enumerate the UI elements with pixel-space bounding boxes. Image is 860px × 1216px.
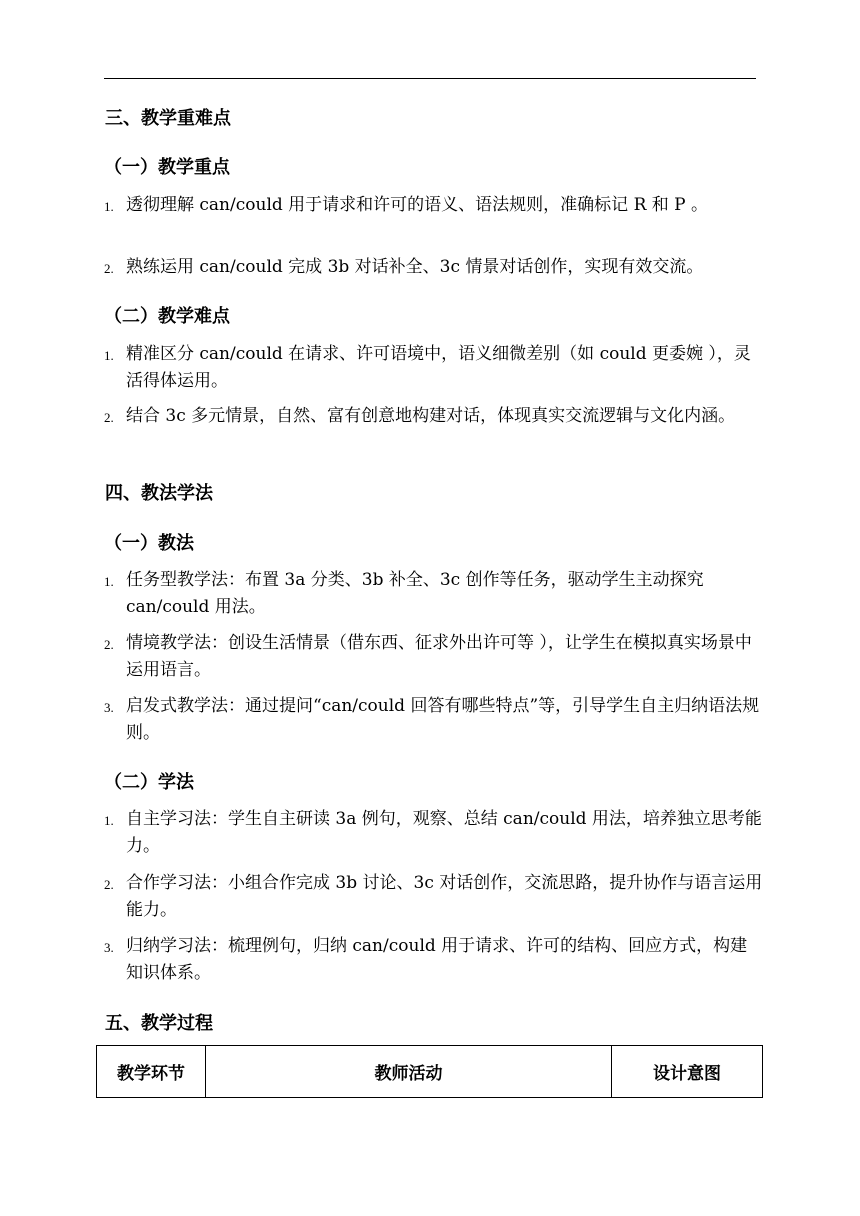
subheading-teaching-methods: （一）教法 [104, 533, 194, 554]
header-rule [104, 78, 756, 79]
list-item: 2. 结合 3c 多元情景，自然、富有创意地构建对话，体现真实交流逻辑与文化内涵。 [104, 406, 736, 426]
section-heading-teaching-process: 五、教学过程 [105, 1013, 213, 1034]
section-heading-key-difficult-points: 三、教学重难点 [105, 108, 231, 129]
list-item: 2. 合作学习法：小组合作完成 3b 讨论、3c 对话创作，交流思路，提升协作与语言运用能力。 [104, 873, 763, 920]
list-item: 3. 启发式教学法：通过提问“can/could 回答有哪些特点”等，引导学生自主归纳语法规则。 [104, 696, 760, 743]
table-header-stage: 教学环节 [97, 1046, 206, 1098]
table-header-teacher-activity: 教师活动 [206, 1046, 612, 1098]
table-header-row [97, 1046, 763, 1098]
list-item: 1. 透彻理解 can/could 用于请求和许可的语义、语法规则，准确标记 R 和 P 。 [104, 195, 709, 215]
section-heading-methods: 四、教法学法 [105, 483, 213, 504]
subheading-key-points: （一）教学重点 [104, 157, 230, 178]
list-item: 1. 精准区分 can/could 在请求、许可语境中，语义细微差别（如 could 更委婉 ），灵活得体运用。 [104, 344, 751, 391]
subheading-learning-methods: （二）学法 [104, 772, 194, 793]
list-item: 2. 熟练运用 can/could 完成 3b 对话补全、3c 情景对话创作，实现有效交流。 [104, 257, 704, 277]
table-header-design-intent: 设计意图 [612, 1046, 763, 1098]
list-item: 1. 自主学习法：学生自主研读 3a 例句，观察、总结 can/could 用法，培养独立思考能力。 [104, 809, 762, 856]
teaching-process-table [96, 1045, 763, 1098]
list-item: 2. 情境教学法：创设生活情景（借东西、征求外出许可等 ），让学生在模拟真实场景中运用语言。 [104, 633, 752, 680]
list-item: 1. 任务型教学法：布置 3a 分类、3b 补全、3c 创作等任务，驱动学生主动探究 can/could 用法。 [104, 570, 704, 617]
subheading-difficult-points: （二）教学难点 [104, 306, 230, 327]
list-item: 3. 归纳学习法：梳理例句，归纳 can/could 用于请求、许可的结构、回应方式，构建知识体系。 [104, 936, 748, 983]
